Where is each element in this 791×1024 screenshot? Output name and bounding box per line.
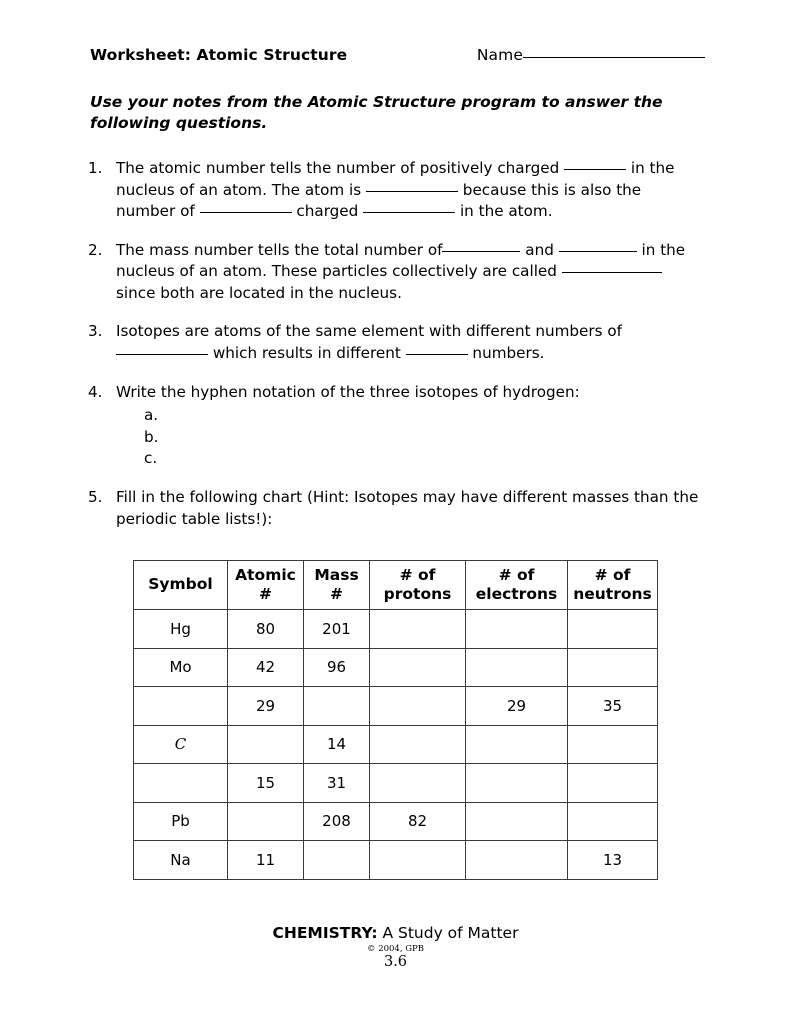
- cell-neutrons[interactable]: [568, 648, 658, 687]
- cell-electrons[interactable]: 29: [466, 687, 568, 726]
- question-3-seg-2: numbers.: [467, 344, 545, 363]
- question-2-seg-3: since both are located in the nucleus.: [116, 283, 402, 302]
- cell-symbol[interactable]: [134, 764, 228, 803]
- name-label: Name: [476, 46, 523, 64]
- question-1-seg-2: because this is also the number of: [116, 180, 642, 221]
- cell-atomic-number[interactable]: [228, 725, 304, 764]
- column-header-atomic-line-0: Atomic: [235, 565, 296, 584]
- column-header-electrons: [466, 561, 568, 610]
- cell-atomic-number[interactable]: 42: [228, 648, 304, 687]
- question-3-blank-2[interactable]: [406, 354, 468, 355]
- question-2-seg-0: The mass number tells the total number of: [116, 240, 443, 259]
- cell-electrons[interactable]: [466, 648, 568, 687]
- question-3-number: 3.: [88, 322, 103, 341]
- footer-title-bold: CHEMISTRY:: [272, 924, 378, 942]
- instruction-text: Use your notes from the Atomic Structure program to answer the following questions.: [90, 93, 663, 133]
- column-header-electrons-line-0: # of: [498, 565, 535, 584]
- question-3-seg-1: which results in different: [208, 344, 406, 363]
- table-row: [134, 802, 658, 841]
- question-5: [88, 487, 703, 530]
- question-1-blank-1[interactable]: [564, 169, 626, 170]
- question-4: [88, 382, 703, 470]
- cell-protons[interactable]: [370, 648, 466, 687]
- question-2-blank-1[interactable]: [442, 251, 520, 252]
- question-1-blank-4[interactable]: [363, 212, 455, 213]
- cell-neutrons[interactable]: 35: [568, 687, 658, 726]
- cell-symbol[interactable]: Pb: [134, 802, 228, 841]
- isotope-chart: [133, 560, 657, 880]
- footer-page-number: 3.6: [383, 954, 408, 971]
- question-1-seg-0: The atomic number tells the number of positively charged: [116, 159, 565, 177]
- cell-mass-number[interactable]: 96: [304, 648, 370, 687]
- cell-neutrons[interactable]: [568, 764, 658, 803]
- question-3-seg-0: Isotopes are atoms of the same element with different numbers of: [116, 322, 623, 341]
- question-2-seg-1: and: [520, 240, 559, 259]
- table-header-row: [134, 561, 658, 610]
- question-4-subitem-a[interactable]: a.: [144, 406, 159, 425]
- question-1-seg-3: charged: [291, 202, 364, 221]
- footer-copyright: © 2004, GPB: [367, 944, 424, 955]
- cell-atomic-number[interactable]: 11: [228, 841, 304, 880]
- cell-symbol[interactable]: Mo: [134, 648, 228, 687]
- page-header: [90, 46, 705, 64]
- table-row: [134, 764, 658, 803]
- column-header-protons: [370, 561, 466, 610]
- column-header-electrons-line-1: electrons: [475, 585, 558, 603]
- cell-mass-number[interactable]: 208: [304, 802, 370, 841]
- cell-electrons[interactable]: [466, 610, 568, 649]
- column-header-mass-line-0: Mass: [314, 565, 359, 584]
- page-title: Worksheet: Atomic Structure: [90, 46, 348, 64]
- question-1-number: 1.: [88, 159, 103, 177]
- column-header-symbol: [134, 561, 228, 610]
- column-header-protons-line-1: protons: [383, 585, 452, 603]
- column-header-neutrons-line-1: neutrons: [573, 585, 652, 603]
- question-list: [88, 158, 703, 547]
- cell-electrons[interactable]: [466, 725, 568, 764]
- question-4-subitems: [116, 405, 703, 470]
- column-header-symbol-line-0: Symbol: [148, 575, 213, 594]
- column-header-protons-line-0: # of: [399, 565, 436, 584]
- cell-protons[interactable]: [370, 764, 466, 803]
- cell-electrons[interactable]: [466, 802, 568, 841]
- question-5-text: Fill in the following chart (Hint: Isotopes may have different masses than the periodic table lists!):: [116, 487, 699, 528]
- table-row: [134, 725, 658, 764]
- question-5-number: 5.: [88, 487, 103, 506]
- cell-symbol[interactable]: Na: [134, 841, 228, 880]
- cell-protons[interactable]: [370, 610, 466, 649]
- column-header-atomic-number: [228, 561, 304, 610]
- cell-symbol[interactable]: [134, 687, 228, 726]
- cell-mass-number[interactable]: 201: [304, 610, 370, 649]
- question-3: [88, 321, 703, 364]
- cell-neutrons[interactable]: [568, 610, 658, 649]
- question-3-blank-1[interactable]: [116, 354, 208, 355]
- question-1: [88, 158, 703, 223]
- cell-neutrons[interactable]: [568, 802, 658, 841]
- cell-neutrons[interactable]: [568, 725, 658, 764]
- cell-protons[interactable]: [370, 687, 466, 726]
- question-4-number: 4.: [88, 382, 103, 401]
- question-2: [88, 240, 703, 305]
- cell-atomic-number[interactable]: 15: [228, 764, 304, 803]
- question-2-body: [116, 240, 703, 305]
- column-header-neutrons: [568, 561, 658, 610]
- question-2-blank-3[interactable]: [562, 272, 662, 273]
- question-1-blank-3[interactable]: [200, 212, 292, 213]
- question-1-blank-2[interactable]: [366, 191, 458, 192]
- question-2-seg-2: in the nucleus of an atom. These particles collectively are called: [116, 240, 686, 281]
- name-field-group: [477, 46, 705, 64]
- cell-atomic-number[interactable]: 80: [228, 610, 304, 649]
- question-2-number: 2.: [88, 240, 103, 259]
- cell-neutrons[interactable]: 13: [568, 841, 658, 880]
- cell-protons[interactable]: [370, 841, 466, 880]
- name-input-line[interactable]: [523, 57, 705, 58]
- question-1-seg-1: in the nucleus of an atom. The atom is: [116, 159, 675, 199]
- footer-title: [0, 925, 791, 942]
- isotope-table: [133, 560, 658, 880]
- table-row: [134, 610, 658, 649]
- column-header-mass-number: [304, 561, 370, 610]
- question-1-body: [116, 158, 703, 223]
- column-header-neutrons-line-0: # of: [594, 565, 631, 584]
- cell-protons[interactable]: [370, 725, 466, 764]
- cell-symbol[interactable]: Hg: [134, 610, 228, 649]
- question-1-seg-4: in the atom.: [455, 202, 553, 221]
- cell-atomic-number[interactable]: [228, 802, 304, 841]
- footer-title-rest: A Study of Matter: [377, 924, 519, 942]
- cell-mass-number[interactable]: 14: [304, 725, 370, 764]
- cell-mass-number[interactable]: [304, 841, 370, 880]
- cell-mass-number[interactable]: 31: [304, 764, 370, 803]
- table-row: [134, 687, 658, 726]
- question-3-body: [116, 321, 703, 364]
- page-footer: [0, 925, 791, 971]
- table-row: [134, 841, 658, 880]
- column-header-atomic-line-1: #: [259, 585, 272, 603]
- cell-protons[interactable]: 82: [370, 802, 466, 841]
- question-4-body: [116, 382, 703, 470]
- question-4-subitem-b[interactable]: b.: [144, 427, 159, 446]
- cell-symbol[interactable]: C: [134, 725, 228, 764]
- cell-electrons[interactable]: [466, 841, 568, 880]
- cell-mass-number[interactable]: [304, 687, 370, 726]
- cell-electrons[interactable]: [466, 764, 568, 803]
- cell-atomic-number[interactable]: 29: [228, 687, 304, 726]
- question-4-text: Write the hyphen notation of the three isotopes of hydrogen:: [116, 382, 580, 401]
- table-row: [134, 648, 658, 687]
- question-2-blank-2[interactable]: [559, 251, 637, 252]
- column-header-mass-line-1: #: [330, 585, 343, 603]
- question-4-subitem-c[interactable]: c.: [144, 449, 158, 468]
